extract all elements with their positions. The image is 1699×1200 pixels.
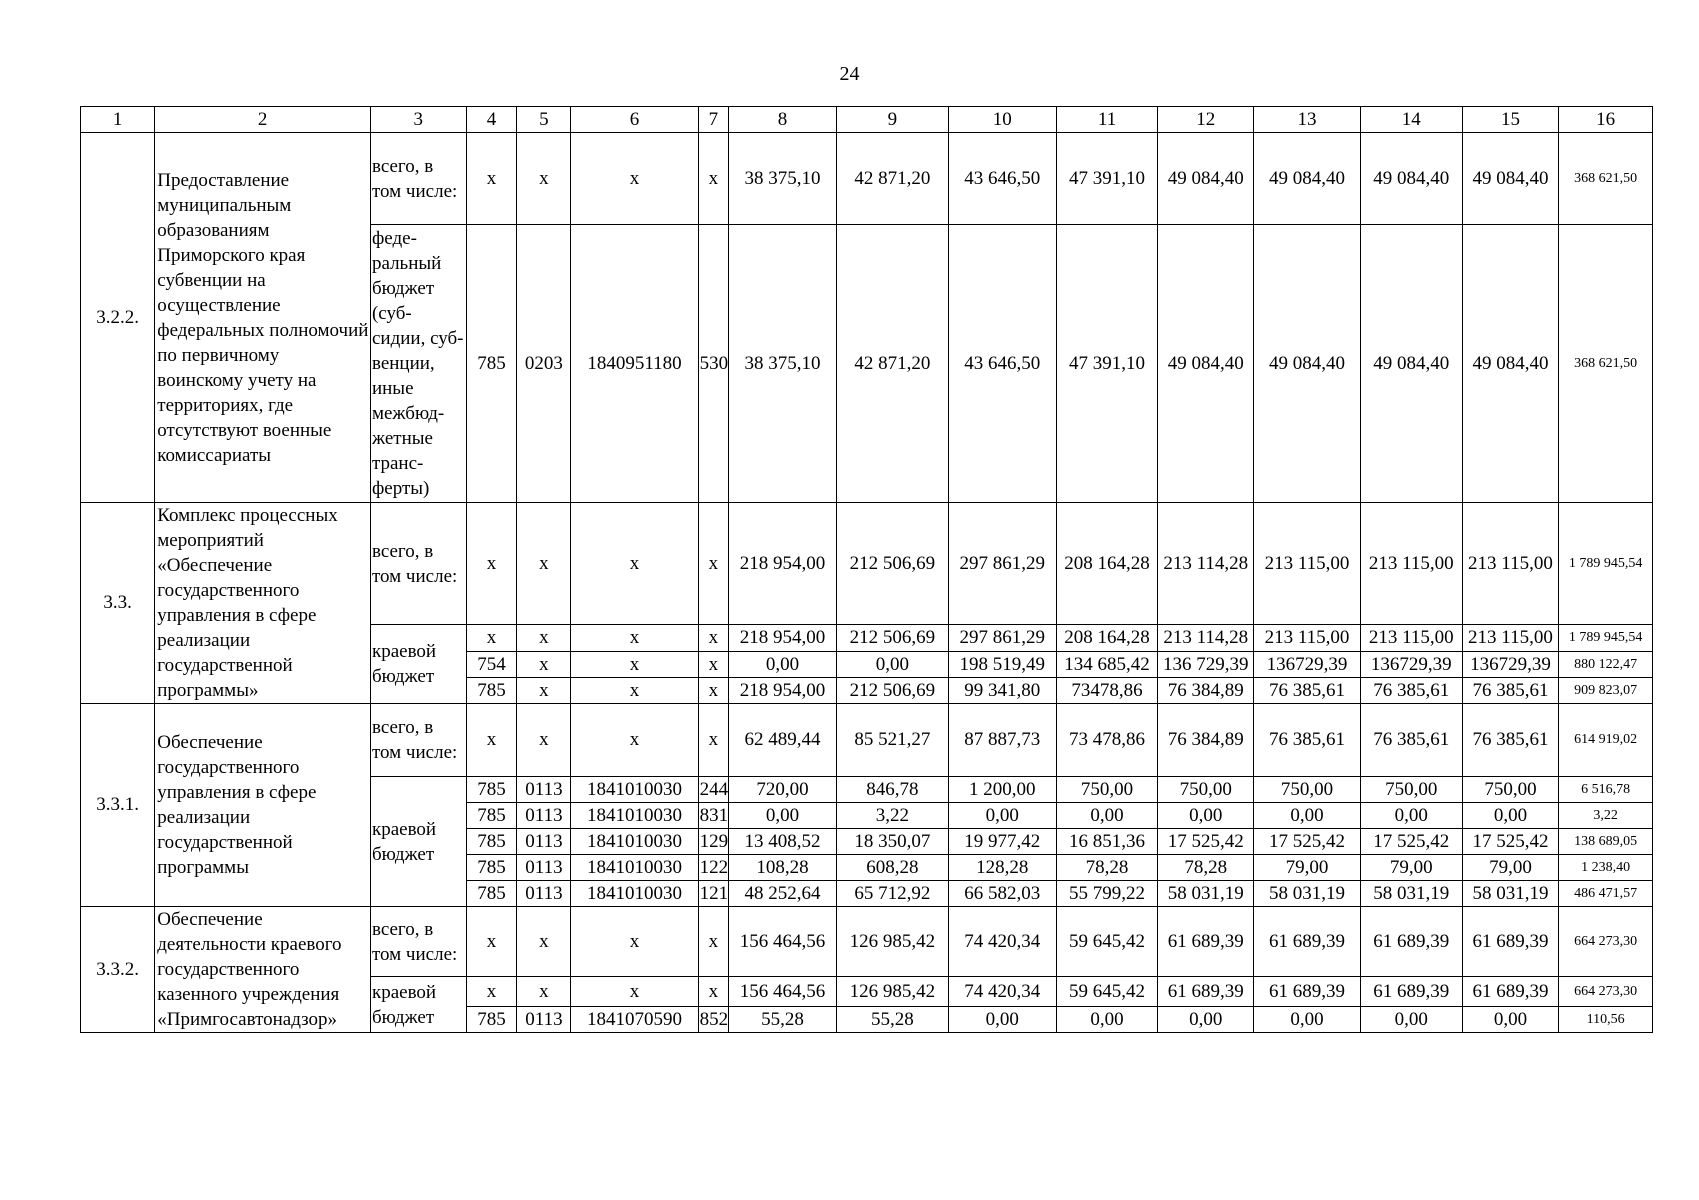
value-cell: 42 871,20 <box>836 133 948 225</box>
value-cell: 78,28 <box>1158 855 1254 881</box>
value-cell: 49 084,40 <box>1254 225 1361 503</box>
code-cell: 530 <box>698 225 729 503</box>
row-total-cell: 880 122,47 <box>1559 652 1653 678</box>
code-cell: x <box>698 133 729 225</box>
value-cell: 59 645,42 <box>1056 907 1158 977</box>
code-cell: x <box>517 977 571 1007</box>
value-cell: 213 115,00 <box>1254 503 1361 625</box>
table-row <box>81 907 1653 977</box>
code-cell: x <box>571 652 698 678</box>
value-cell: 136 729,39 <box>1158 652 1254 678</box>
value-cell: 212 506,69 <box>836 503 948 625</box>
value-cell: 99 341,80 <box>948 678 1056 704</box>
value-cell: 0,00 <box>948 1007 1056 1033</box>
value-cell: 49 084,40 <box>1158 225 1254 503</box>
section-name: Предоставление муниципальным образованиям Приморского края субвенции на осуществление федеральных полномочий по первичному воинскому учету на территориях, где отсутствуют военные комиссариаты <box>155 133 371 503</box>
code-cell: 754 <box>466 652 517 678</box>
value-cell: 750,00 <box>1158 777 1254 803</box>
value-cell: 126 985,42 <box>836 907 948 977</box>
value-cell: 213 114,28 <box>1158 625 1254 652</box>
code-cell: x <box>466 625 517 652</box>
row-total-cell: 138 689,05 <box>1559 829 1653 855</box>
value-cell: 136729,39 <box>1254 652 1361 678</box>
section-code: 3.3.2. <box>81 907 155 1033</box>
code-cell: 785 <box>466 225 517 503</box>
budget-table <box>80 106 1653 1033</box>
value-cell: 750,00 <box>1462 777 1559 803</box>
code-cell: 122 <box>698 855 729 881</box>
row-total-cell: 3,22 <box>1559 803 1653 829</box>
code-cell: 0113 <box>517 1007 571 1033</box>
row-total-cell: 1 238,40 <box>1559 855 1653 881</box>
code-cell: x <box>571 503 698 625</box>
value-cell: 13 408,52 <box>729 829 837 855</box>
value-cell: 128,28 <box>948 855 1056 881</box>
value-cell: 49 084,40 <box>1360 225 1462 503</box>
value-cell: 0,00 <box>1158 803 1254 829</box>
value-cell: 61 689,39 <box>1254 977 1361 1007</box>
funding-source: краевой бюджет <box>370 977 466 1033</box>
value-cell: 0,00 <box>1056 803 1158 829</box>
value-cell: 213 115,00 <box>1462 625 1559 652</box>
code-cell: 121 <box>698 881 729 907</box>
column-number: 2 <box>155 107 371 133</box>
value-cell: 0,00 <box>1462 803 1559 829</box>
section-code: 3.3.1. <box>81 704 155 907</box>
code-cell: 785 <box>466 803 517 829</box>
value-cell: 38 375,10 <box>729 133 837 225</box>
code-cell: 1840951180 <box>571 225 698 503</box>
row-total-cell: 368 621,50 <box>1559 225 1653 503</box>
value-cell: 61 689,39 <box>1254 907 1361 977</box>
value-cell: 212 506,69 <box>836 678 948 704</box>
value-cell: 61 689,39 <box>1360 907 1462 977</box>
value-cell: 73478,86 <box>1056 678 1158 704</box>
section-code: 3.3. <box>81 503 155 704</box>
code-cell: x <box>466 503 517 625</box>
row-total-cell: 368 621,50 <box>1559 133 1653 225</box>
value-cell: 74 420,34 <box>948 907 1056 977</box>
value-cell: 59 645,42 <box>1056 977 1158 1007</box>
row-total-cell: 6 516,78 <box>1559 777 1653 803</box>
value-cell: 750,00 <box>1254 777 1361 803</box>
section-name: Обеспечение государственного управления в сфере реализации государственной программы <box>155 704 371 907</box>
code-cell: x <box>698 704 729 777</box>
value-cell: 213 115,00 <box>1254 625 1361 652</box>
value-cell: 136729,39 <box>1360 652 1462 678</box>
funding-source: краевой бюджет <box>370 625 466 704</box>
column-number: 1 <box>81 107 155 133</box>
section-name: Комплекс процессных мероприятий «Обеспечение государственного управления в сфере реализации государственной программы» <box>155 503 371 704</box>
code-cell: x <box>698 652 729 678</box>
value-cell: 61 689,39 <box>1158 977 1254 1007</box>
code-cell: x <box>698 503 729 625</box>
value-cell: 0,00 <box>1462 1007 1559 1033</box>
value-cell: 42 871,20 <box>836 225 948 503</box>
code-cell: x <box>698 907 729 977</box>
value-cell: 16 851,36 <box>1056 829 1158 855</box>
value-cell: 108,28 <box>729 855 837 881</box>
value-cell: 61 689,39 <box>1360 977 1462 1007</box>
page-number: 24 <box>839 63 860 85</box>
funding-source: всего, в том числе: <box>370 133 466 225</box>
value-cell: 49 084,40 <box>1158 133 1254 225</box>
value-cell: 55,28 <box>836 1007 948 1033</box>
code-cell: 1841010030 <box>571 777 698 803</box>
value-cell: 47 391,10 <box>1056 133 1158 225</box>
value-cell: 198 519,49 <box>948 652 1056 678</box>
code-cell: 1841010030 <box>571 881 698 907</box>
code-cell: x <box>517 652 571 678</box>
value-cell: 49 084,40 <box>1462 133 1559 225</box>
code-cell: x <box>517 625 571 652</box>
value-cell: 19 977,42 <box>948 829 1056 855</box>
code-cell: 785 <box>466 855 517 881</box>
value-cell: 17 525,42 <box>1254 829 1361 855</box>
value-cell: 18 350,07 <box>836 829 948 855</box>
value-cell: 156 464,56 <box>729 977 837 1007</box>
column-number: 8 <box>729 107 837 133</box>
value-cell: 0,00 <box>948 803 1056 829</box>
value-cell: 218 954,00 <box>729 625 837 652</box>
value-cell: 58 031,19 <box>1360 881 1462 907</box>
value-cell: 79,00 <box>1462 855 1559 881</box>
value-cell: 87 887,73 <box>948 704 1056 777</box>
value-cell: 156 464,56 <box>729 907 837 977</box>
code-cell: x <box>698 625 729 652</box>
code-cell: x <box>571 977 698 1007</box>
row-total-cell: 909 823,07 <box>1559 678 1653 704</box>
funding-source: всего, в том числе: <box>370 704 466 777</box>
value-cell: 58 031,19 <box>1254 881 1361 907</box>
code-cell: 1841010030 <box>571 803 698 829</box>
value-cell: 3,22 <box>836 803 948 829</box>
value-cell: 0,00 <box>729 803 837 829</box>
value-cell: 76 385,61 <box>1360 678 1462 704</box>
code-cell: x <box>571 133 698 225</box>
value-cell: 213 115,00 <box>1462 503 1559 625</box>
value-cell: 49 084,40 <box>1360 133 1462 225</box>
value-cell: 79,00 <box>1360 855 1462 881</box>
code-cell: x <box>698 977 729 1007</box>
value-cell: 17 525,42 <box>1462 829 1559 855</box>
column-number: 9 <box>836 107 948 133</box>
funding-source: феде-ральный бюджет (суб-сидии, суб-венции, иные межбюд-жетные транс-ферты) <box>370 225 466 503</box>
code-cell: x <box>517 678 571 704</box>
row-total-cell: 1 789 945,54 <box>1559 625 1653 652</box>
code-cell: 785 <box>466 678 517 704</box>
value-cell: 66 582,03 <box>948 881 1056 907</box>
code-cell: x <box>571 704 698 777</box>
value-cell: 0,00 <box>1360 1007 1462 1033</box>
code-cell: 0113 <box>517 881 571 907</box>
code-cell: 785 <box>466 777 517 803</box>
code-cell: x <box>466 907 517 977</box>
value-cell: 49 084,40 <box>1462 225 1559 503</box>
value-cell: 43 646,50 <box>948 225 1056 503</box>
column-number: 14 <box>1360 107 1462 133</box>
value-cell: 78,28 <box>1056 855 1158 881</box>
code-cell: x <box>517 503 571 625</box>
row-total-cell: 1 789 945,54 <box>1559 503 1653 625</box>
value-cell: 297 861,29 <box>948 503 1056 625</box>
value-cell: 846,78 <box>836 777 948 803</box>
value-cell: 76 385,61 <box>1254 678 1361 704</box>
code-cell: 244 <box>698 777 729 803</box>
code-cell: x <box>571 625 698 652</box>
table-row <box>81 133 1653 225</box>
code-cell: 785 <box>466 1007 517 1033</box>
value-cell: 0,00 <box>1056 1007 1158 1033</box>
row-total-cell: 664 273,30 <box>1559 907 1653 977</box>
column-number: 10 <box>948 107 1056 133</box>
column-number: 3 <box>370 107 466 133</box>
code-cell: 785 <box>466 829 517 855</box>
value-cell: 62 489,44 <box>729 704 837 777</box>
value-cell: 17 525,42 <box>1158 829 1254 855</box>
value-cell: 76 385,61 <box>1360 704 1462 777</box>
column-number: 16 <box>1559 107 1653 133</box>
value-cell: 720,00 <box>729 777 837 803</box>
value-cell: 750,00 <box>1056 777 1158 803</box>
value-cell: 208 164,28 <box>1056 625 1158 652</box>
funding-source: всего, в том числе: <box>370 503 466 625</box>
value-cell: 136729,39 <box>1462 652 1559 678</box>
code-cell: 831 <box>698 803 729 829</box>
value-cell: 58 031,19 <box>1462 881 1559 907</box>
code-cell: 0113 <box>517 829 571 855</box>
value-cell: 47 391,10 <box>1056 225 1158 503</box>
value-cell: 0,00 <box>1360 803 1462 829</box>
value-cell: 218 954,00 <box>729 678 837 704</box>
code-cell: 0113 <box>517 855 571 881</box>
value-cell: 213 114,28 <box>1158 503 1254 625</box>
value-cell: 85 521,27 <box>836 704 948 777</box>
value-cell: 0,00 <box>1158 1007 1254 1033</box>
row-total-cell: 614 919,02 <box>1559 704 1653 777</box>
value-cell: 750,00 <box>1360 777 1462 803</box>
section-name: Обеспечение деятельности краевого государственного казенного учреждения «Примгосавтонадзор» <box>155 907 371 1033</box>
value-cell: 134 685,42 <box>1056 652 1158 678</box>
code-cell: 852 <box>698 1007 729 1033</box>
value-cell: 76 384,89 <box>1158 704 1254 777</box>
value-cell: 126 985,42 <box>836 977 948 1007</box>
row-total-cell: 664 273,30 <box>1559 977 1653 1007</box>
value-cell: 43 646,50 <box>948 133 1056 225</box>
value-cell: 1 200,00 <box>948 777 1056 803</box>
code-cell: x <box>466 704 517 777</box>
value-cell: 58 031,19 <box>1158 881 1254 907</box>
value-cell: 608,28 <box>836 855 948 881</box>
value-cell: 48 252,64 <box>729 881 837 907</box>
code-cell: 785 <box>466 881 517 907</box>
value-cell: 0,00 <box>729 652 837 678</box>
value-cell: 76 385,61 <box>1462 678 1559 704</box>
code-cell: x <box>517 907 571 977</box>
column-number: 12 <box>1158 107 1254 133</box>
value-cell: 76 384,89 <box>1158 678 1254 704</box>
code-cell: 0203 <box>517 225 571 503</box>
value-cell: 38 375,10 <box>729 225 837 503</box>
value-cell: 17 525,42 <box>1360 829 1462 855</box>
value-cell: 218 954,00 <box>729 503 837 625</box>
table-row <box>81 503 1653 625</box>
value-cell: 74 420,34 <box>948 977 1056 1007</box>
header-row <box>81 107 1653 133</box>
value-cell: 76 385,61 <box>1462 704 1559 777</box>
value-cell: 55,28 <box>729 1007 837 1033</box>
value-cell: 0,00 <box>836 652 948 678</box>
code-cell: 1841070590 <box>571 1007 698 1033</box>
code-cell: 0113 <box>517 803 571 829</box>
value-cell: 79,00 <box>1254 855 1361 881</box>
section-code: 3.2.2. <box>81 133 155 503</box>
value-cell: 61 689,39 <box>1158 907 1254 977</box>
code-cell: x <box>571 678 698 704</box>
value-cell: 213 115,00 <box>1360 625 1462 652</box>
value-cell: 65 712,92 <box>836 881 948 907</box>
column-number: 7 <box>698 107 729 133</box>
row-total-cell: 110,56 <box>1559 1007 1653 1033</box>
code-cell: x <box>466 133 517 225</box>
value-cell: 297 861,29 <box>948 625 1056 652</box>
column-number: 4 <box>466 107 517 133</box>
value-cell: 73 478,86 <box>1056 704 1158 777</box>
code-cell: x <box>571 907 698 977</box>
column-number: 11 <box>1056 107 1158 133</box>
code-cell: x <box>517 133 571 225</box>
value-cell: 208 164,28 <box>1056 503 1158 625</box>
code-cell: 129 <box>698 829 729 855</box>
value-cell: 49 084,40 <box>1254 133 1361 225</box>
funding-source: всего, в том числе: <box>370 907 466 977</box>
table-row <box>81 704 1653 777</box>
column-number: 15 <box>1462 107 1559 133</box>
code-cell: x <box>466 977 517 1007</box>
value-cell: 0,00 <box>1254 1007 1361 1033</box>
value-cell: 55 799,22 <box>1056 881 1158 907</box>
value-cell: 61 689,39 <box>1462 977 1559 1007</box>
code-cell: x <box>698 678 729 704</box>
code-cell: 0113 <box>517 777 571 803</box>
column-number: 6 <box>571 107 698 133</box>
value-cell: 213 115,00 <box>1360 503 1462 625</box>
code-cell: x <box>517 704 571 777</box>
value-cell: 76 385,61 <box>1254 704 1361 777</box>
column-number: 13 <box>1254 107 1361 133</box>
value-cell: 0,00 <box>1254 803 1361 829</box>
code-cell: 1841010030 <box>571 855 698 881</box>
row-total-cell: 486 471,57 <box>1559 881 1653 907</box>
value-cell: 212 506,69 <box>836 625 948 652</box>
column-number: 5 <box>517 107 571 133</box>
funding-source: краевой бюджет <box>370 777 466 907</box>
code-cell: 1841010030 <box>571 829 698 855</box>
value-cell: 61 689,39 <box>1462 907 1559 977</box>
